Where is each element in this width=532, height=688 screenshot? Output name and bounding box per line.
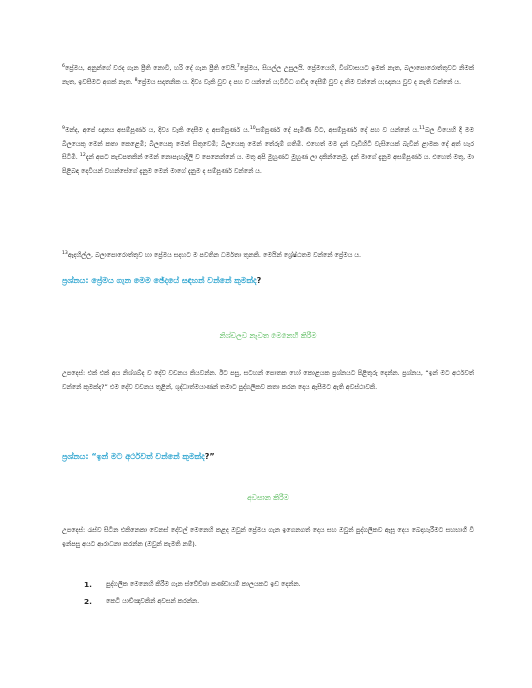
list-item [84,593,301,610]
instruction-text: එම දේව වචනය තුළින්, ශුද්ධාත්මයාණන් තමාට පුද්ගලිකව කතා කරන දෙය ඇසීමට ඇති අවස්ථාවකි. [107,382,378,391]
instructions-paragraph-1 [62,367,474,394]
question-mark: ?” [204,452,215,461]
list-item-number: 1. [84,580,92,589]
verse-number: 10 [249,126,256,131]
verse-text: බල වියෙහි දී මම බිලයෙකු මෙන් කතා කෙළෙමි; බිලයෙකු මෙන් සිතුවෙමි; බිලයෙකු මෙන් තේරුම් ගතිමි. එහෙත් මම දැන් වැඩිහිටි වැසියෙක් බැවින් ළාමක දේ අත් හැර සිටිමි. [62,126,474,161]
question-mark: ? [256,276,262,285]
verse-text: ප්‍රේමය, සියල්ල උසුලයි. ප්‍රේමයෙහි, විශ්වාසයට ඉමක් නැත, බලාපොරොත්තුවට නිමක් නැත, ඉවසීමට අගක් නැත. [62,64,475,86]
question-label: ප්‍රශ්නය: [62,452,89,461]
question-label: ප්‍රශ්නය: [62,276,89,285]
section-heading-reflection: නිශ්චලව නැවත මෙනෙහි කිරීම [219,331,317,340]
list-item-text: කෙටි යාච්ඤාවකින් අවසන් කරන්න. [106,597,200,605]
instruction-text: උපදෙස්: එක් එක් අය නිශ්ශබ්ද ව දේව වචනය කියවන්න. ඊට පසු, සටහන් පොතක හෝ කොළයක ප්‍රශ්නයට පිළිතුරු දෙන්න. [62,369,403,377]
section-heading-closing: අවසාන කිරීම [247,493,289,502]
verse-number: 8 [134,77,138,83]
question-2 [62,451,474,463]
verse-text: දැන් අපට කැඩපතකින් මෙන් නොපැහැදිලි ව පෙනෙන්නේ ය. මතු අපි මුහුණට මුහුණ ලා දකින්නෙමු. දැන් මාගේ දැනුම අසම්පූර්ණ ය. එහෙත් මතු, මා පිළිබඳ දෙවියන් වහන්සේගේ දැනුම මෙන් මාගේ දැනුම ද සම්පූර්ණ වන්නේ ය. [62,153,474,175]
list-item-text: පුද්ගලික මෙනෙහි කිරීම ගැන ස්වේච්ඡා කණ්ඩායම් කාලයකට ඉඩ දෙන්න. [106,580,301,588]
list-item [84,576,301,593]
verse-text: සම්පූර්ණ දේ පැමිණි විට, අසම්පූර්ණ දේ පහ ව යන්නේ ය. [255,126,420,134]
scripture-paragraph-3 [62,249,474,263]
instructions-paragraph-2 [62,524,474,551]
instruction-question: ප්‍රශ්නය, “ඉන් මට අර්ථවත් වන්නේ කුමක්ද?” [62,369,474,391]
closing-steps-list [84,576,301,610]
verse-text: ඇදහිල්ල, බලාපොරොත්තුව හා ප්‍රේමය සදහට ම පවතින ධර්මතා තුනකි. මෙයින් ශ්‍රේෂ්ඨතම වන්නේ ප්‍රේමය ය. [67,251,362,259]
verse-text: ප්‍රේමය සදාතනික ය. දිව්‍ය වැකි වුව ද පහ ව යන්නේ ය;විවිධ ගඬ්‍ද දෙසීම් වුව ද නිම වන්නේ ය;ඥානය වුව ද නැති වන්නේ ය. [137,77,461,86]
scripture-paragraph-1 [62,62,474,89]
instruction-text: උපදෙස්: රැස්ව සිටින එකිනෙකා වෙනස් දේවල් මෙනෙහි කළද ඔවුන් ප්‍රේමය ගැන ඉගෙනගත් දෙය සහ ඔවුන් පුද්ගලිකව ඇසූ දෙය බෙදාහැරීමට සහභාගී වී ඉන්පසු අයට ආරාධනා කරන්න (ඔවුන් කැමති නම්). [62,526,474,548]
verse-number: 11 [419,126,425,131]
scripture-paragraph-2 [62,124,474,178]
verse-number: 9 [62,126,65,131]
question-text: “ඉන් මට අර්ථවත් වන්නේ කුමක්ද [88,452,205,461]
verse-number: 7 [236,64,240,69]
question-1 [62,275,474,287]
question-text: ප්‍රේමය ගැන මෙම ඡේදයේ සඳහන් වන්නේ කුමක්ද [88,276,257,285]
verse-number: 12 [79,153,86,158]
verse-text: ප්‍රේමය, අනුන්ගේ වරද ගැන ප්‍රීති නොවී, හරි දේ ගැන ප්‍රීති වෙයි. [64,64,237,72]
verse-text: මන්ද, අපේ ඥානය අසම්පූර්ණ ය, දිව්‍ය වැකි දෙසීම ද අසම්පූර්ණ ය. [64,126,250,134]
verse-number: 13 [62,251,68,256]
verse-number: 6 [62,64,65,69]
list-item-number: 2. [84,597,92,606]
